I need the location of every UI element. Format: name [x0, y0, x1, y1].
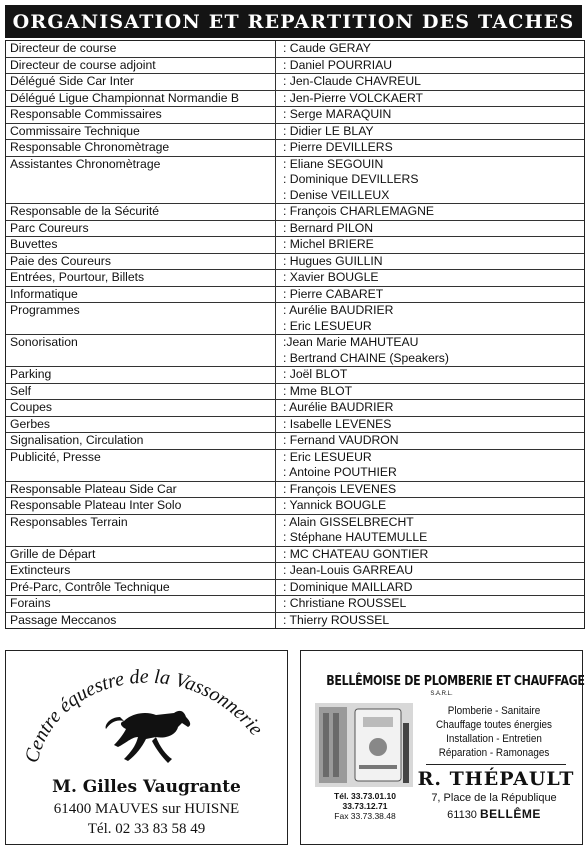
table-row — [6, 204, 584, 221]
person-name: : Antoine POUTHIER — [283, 465, 397, 479]
service-item: Chauffage toutes énergies — [436, 719, 552, 731]
role-cell: Forains — [6, 596, 276, 612]
people-cell — [276, 287, 584, 303]
role-cell: Parking — [6, 367, 276, 383]
person-name: : Pierre DEVILLERS — [283, 140, 393, 154]
person-name: : Caude GERAY — [283, 41, 371, 55]
people-cell — [276, 107, 584, 123]
person-name: : Eric LESUEUR — [283, 449, 372, 464]
table-row — [6, 303, 584, 335]
horse-icon — [106, 711, 191, 763]
equestrian-logo — [6, 651, 287, 776]
role-cell: Pré-Parc, Contrôle Technique — [6, 580, 276, 596]
people-cell — [276, 221, 584, 237]
person-name: : Aurélie BAUDRIER — [283, 400, 394, 414]
people-cell — [276, 91, 584, 107]
role-cell: Responsable Chronomètrage — [6, 140, 276, 156]
boiler-image — [315, 703, 413, 787]
table-row — [6, 140, 584, 157]
role-cell: Entrées, Pourtour, Billets — [6, 270, 276, 286]
person-name: : François CHARLEMAGNE — [283, 204, 435, 218]
table-row — [6, 335, 584, 367]
role-cell: Sonorisation — [6, 335, 276, 366]
person-name: : Dominique DEVILLERS — [283, 172, 419, 186]
person-name: : Denise VEILLEUX — [283, 187, 390, 202]
service-item: Installation - Entretien — [446, 733, 542, 745]
people-cell — [276, 254, 584, 270]
people-cell — [276, 400, 584, 416]
person-name: : Daniel POURRIAU — [283, 57, 393, 72]
table-row — [6, 384, 584, 401]
ad-phones — [315, 791, 415, 821]
people-cell — [276, 613, 584, 629]
table-row — [6, 596, 584, 613]
person-name: : Xavier BOUGLE — [283, 270, 379, 284]
person-name: : Jean-Louis GARREAU — [283, 563, 414, 577]
person-name: : Didier LE BLAY — [283, 123, 374, 138]
role-cell: Délégué Ligue Championnat Normandie B — [6, 91, 276, 107]
people-cell — [276, 270, 584, 286]
role-cell: Gerbes — [6, 417, 276, 433]
role-cell: Buvettes — [6, 237, 276, 253]
role-cell: Délégué Side Car Inter — [6, 74, 276, 90]
ad-owner-name: M. Gilles Vaugrante — [52, 777, 241, 797]
role-cell: Programmes — [6, 303, 276, 334]
role-cell: Paie des Coureurs — [6, 254, 276, 270]
ad-street: 7, Place de la République — [431, 792, 557, 804]
ad-owner-name: R. THÉPAULT — [417, 768, 575, 790]
table-row — [6, 400, 584, 417]
people-cell — [276, 596, 584, 612]
table-row — [6, 221, 584, 238]
person-name: : Joël BLOT — [283, 367, 348, 381]
ad-phone: Tél. 33.73.01.10 — [334, 791, 396, 801]
role-cell: Signalisation, Circulation — [6, 433, 276, 449]
table-row — [6, 367, 584, 384]
ad-equestrian-center — [5, 650, 288, 845]
role-cell: Passage Meccanos — [6, 613, 276, 629]
ad-fax: Fax 33.73.38.48 — [334, 811, 396, 821]
table-row — [6, 107, 584, 124]
table-row — [6, 254, 584, 271]
service-item: Réparation - Ramonages — [438, 747, 550, 759]
people-cell — [276, 140, 584, 156]
role-cell: Grille de Départ — [6, 547, 276, 563]
table-row — [6, 417, 584, 434]
table-row — [6, 237, 584, 254]
table-row — [6, 450, 584, 482]
ad-address: 61400 MAUVES sur HUISNE — [53, 801, 240, 817]
staff-table — [5, 40, 585, 629]
table-row — [6, 482, 584, 499]
ad-city: BELLÊME — [480, 807, 541, 821]
person-name: : Hugues GUILLIN — [283, 253, 383, 268]
people-cell — [276, 563, 584, 579]
person-name: : Jen-Pierre VOLCKAERT — [283, 90, 423, 105]
role-cell: Commissaire Technique — [6, 124, 276, 140]
ad-arc-text: Centre équestre de la Vassonnerie — [20, 665, 268, 766]
people-cell — [276, 498, 584, 514]
person-name: : Christiane ROUSSEL — [283, 596, 407, 610]
table-row — [6, 91, 584, 108]
service-item: Plomberie - Sanitaire — [447, 705, 541, 717]
person-name: : Yannick BOUGLE — [283, 498, 387, 512]
page-title-bar — [5, 5, 582, 38]
table-row — [6, 433, 584, 450]
people-cell — [276, 303, 584, 334]
people-cell — [276, 41, 584, 57]
table-row — [6, 58, 584, 75]
person-name: : Serge MARAQUIN — [283, 107, 392, 121]
person-name: : Bertrand CHAINE (Speakers) — [283, 350, 449, 365]
person-name: : Stéphane HAUTEMULLE — [283, 530, 428, 544]
person-name: : Aurélie BAUDRIER — [283, 303, 394, 317]
table-row — [6, 270, 584, 287]
person-name: : Dominique MAILLARD — [283, 579, 413, 594]
role-cell: Responsable Plateau Side Car — [6, 482, 276, 498]
people-cell — [276, 580, 584, 596]
people-cell — [276, 450, 584, 481]
role-cell: Self — [6, 384, 276, 400]
role-cell: Responsable Commissaires — [6, 107, 276, 123]
people-cell — [276, 58, 584, 74]
people-cell — [276, 433, 584, 449]
role-cell: Publicité, Presse — [6, 450, 276, 481]
person-name: : Alain GISSELBRECHT — [283, 514, 414, 529]
person-name: : MC CHATEAU GONTIER — [283, 546, 429, 561]
page-title: ORGANISATION ET REPARTITION DES TACHES — [12, 10, 575, 33]
person-name: : Michel BRIERE — [283, 237, 374, 251]
person-name: : Thierry ROUSSEL — [283, 612, 390, 627]
people-cell — [276, 482, 584, 498]
role-cell: Extincteurs — [6, 563, 276, 579]
ad-plumbing — [300, 650, 583, 845]
table-row — [6, 74, 584, 91]
ad-legal-form: S.A.R.L. — [430, 691, 453, 697]
role-cell: Assistantes Chronomètrage — [6, 157, 276, 204]
person-name: : Pierre CABARET — [283, 286, 384, 301]
table-row — [6, 613, 584, 629]
person-name: : François LEVENES — [283, 481, 397, 496]
divider — [426, 764, 566, 765]
table-row — [6, 547, 584, 564]
person-name: : Mme BLOT — [283, 383, 353, 398]
role-cell: Coupes — [6, 400, 276, 416]
people-cell — [276, 124, 584, 140]
ad-services — [419, 704, 569, 760]
ad-city-line — [419, 807, 569, 821]
people-cell — [276, 204, 584, 220]
person-name: : Eric LESUEUR — [283, 318, 372, 333]
table-row — [6, 515, 584, 547]
table-row — [6, 157, 584, 205]
table-row — [6, 124, 584, 141]
person-name: :Jean Marie MAHUTEAU — [283, 335, 419, 349]
table-row — [6, 580, 584, 597]
people-cell — [276, 384, 584, 400]
person-name: : Bernard PILON — [283, 220, 374, 235]
ad-phone: Tél. 02 33 83 58 49 — [87, 821, 206, 837]
table-row — [6, 563, 584, 580]
role-cell: Directeur de course adjoint — [6, 58, 276, 74]
people-cell — [276, 417, 584, 433]
people-cell — [276, 367, 584, 383]
people-cell — [276, 335, 584, 366]
ad-company-name: BELLÊMOISE DE PLOMBERIE ET CHAUFFAGE — [326, 673, 585, 689]
person-name: : Isabelle LEVENES — [283, 416, 392, 431]
table-row — [6, 287, 584, 304]
table-row — [6, 498, 584, 515]
people-cell — [276, 547, 584, 563]
person-name: : Fernand VAUDRON — [283, 433, 399, 447]
role-cell: Parc Coureurs — [6, 221, 276, 237]
ad-phone: 33.73.12.71 — [342, 801, 388, 811]
table-row — [6, 41, 584, 58]
role-cell: Responsable Plateau Inter Solo — [6, 498, 276, 514]
people-cell — [276, 157, 584, 204]
people-cell — [276, 237, 584, 253]
role-cell: Responsable de la Sécurité — [6, 204, 276, 220]
people-cell — [276, 515, 584, 546]
role-cell: Responsables Terrain — [6, 515, 276, 546]
people-cell — [276, 74, 584, 90]
role-cell: Informatique — [6, 287, 276, 303]
role-cell: Directeur de course — [6, 41, 276, 57]
ad-postcode: 61130 — [447, 809, 477, 821]
person-name: : Eliane SEGOUIN — [283, 156, 384, 171]
person-name: : Jen-Claude CHAVREUL — [283, 74, 421, 88]
